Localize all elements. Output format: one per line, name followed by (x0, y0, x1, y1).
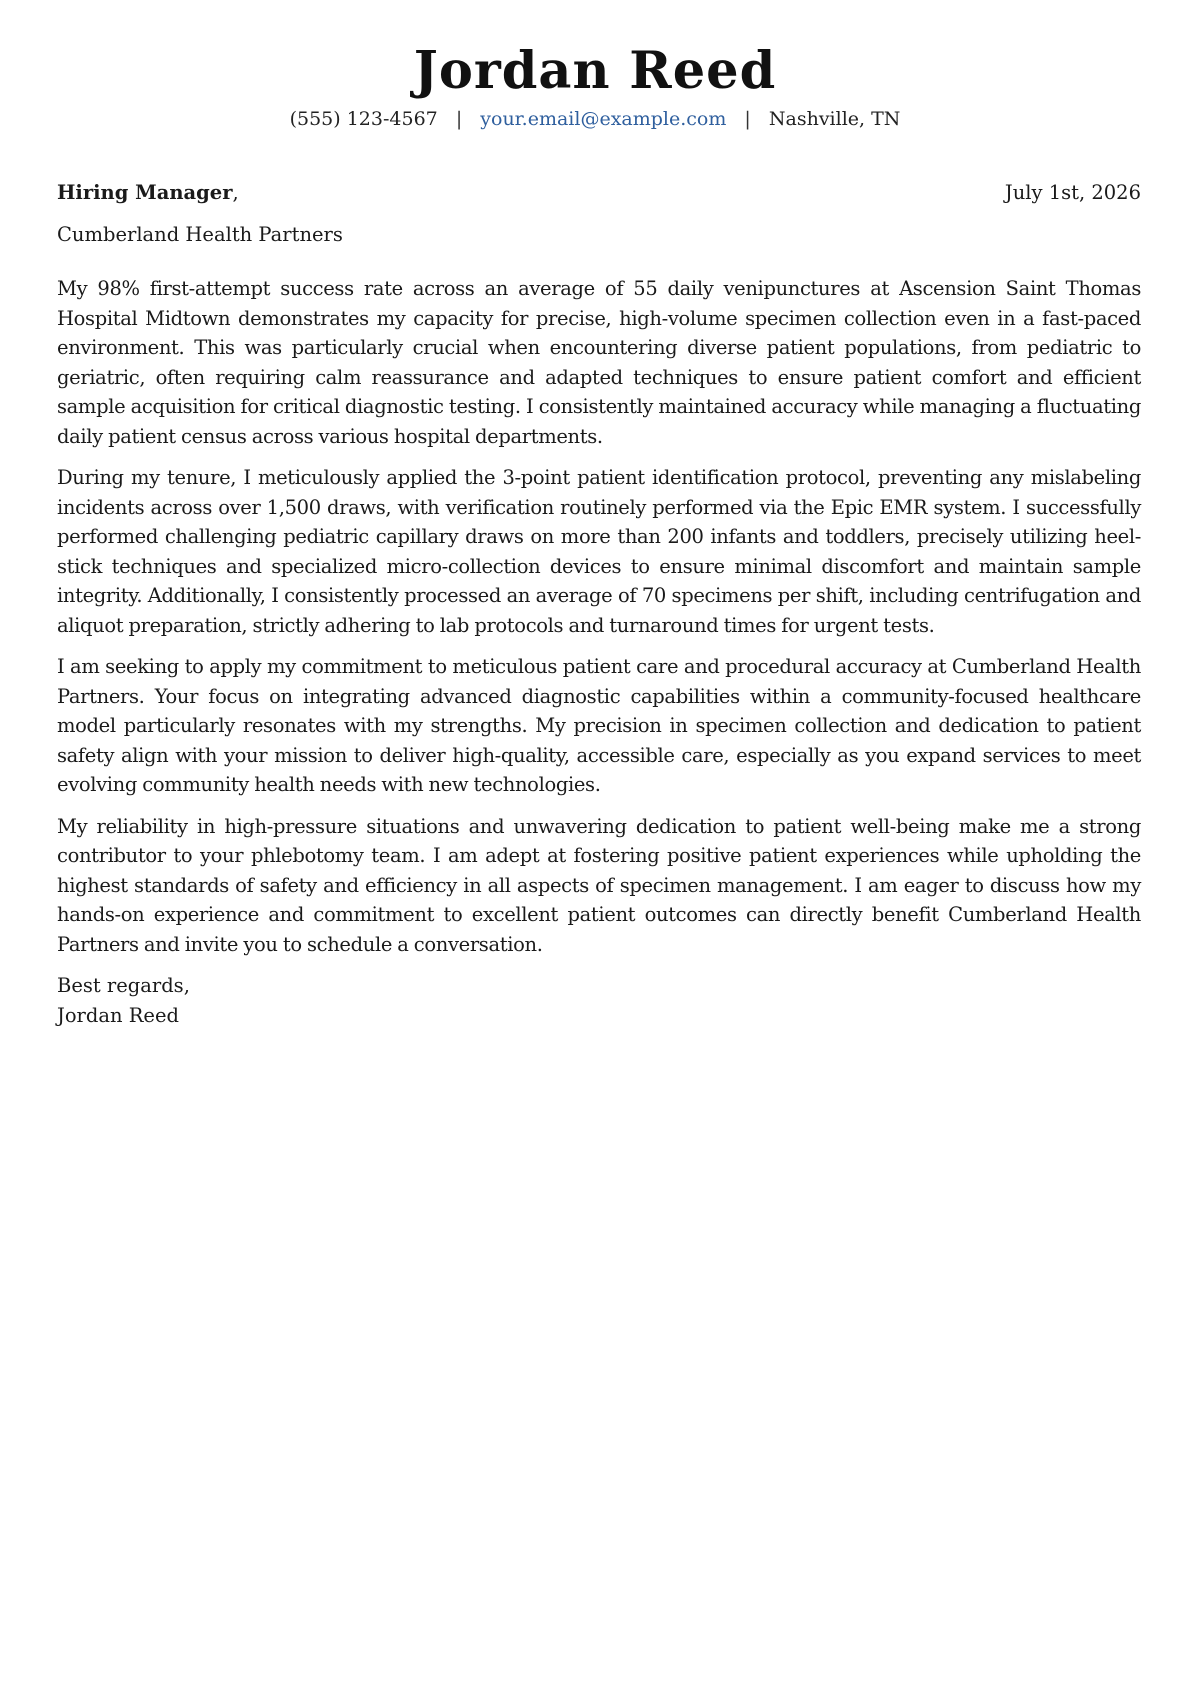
applicant-name: Jordan Reed (413, 41, 777, 101)
phone-number: (555) 123-4567 (289, 108, 438, 130)
paragraph: My reliability in high-pressure situations and unwavering dedication to patient well-being make me a strong contributor to your phlebotomy team. I am adept at fostering positive patient experiences while upholding the highest standards of safety and efficiency in all aspects of specimen management. I am eager to discuss how my hands-on experience and commitment to excellent patient outcomes can directly benefit Cumberland Health Partners and invite you to schedule a conversation. (57, 814, 1141, 956)
location: Nashville, TN (768, 108, 901, 130)
paragraph: I am seeking to apply my commitment to meticulous patient care and procedural accuracy at Cumberland Health Partners. Your focus on integrating advanced diagnostic capabilities within a community-focused healthcare model particularly resonates with my strengths. My precision in specimen collection and dedication to patient safety align with your mission to deliver high-quality, accessible care, especially as you expand services to meet evolving community health needs with new technologies. (57, 655, 1141, 796)
letter-date: July 1st, 2026 (1004, 181, 1141, 204)
paragraph: During my tenure, I meticulously applied the 3-point patient identification protocol, preventing any mislabeling incidents across over 1,500 draws, with verification routinely performed via the Epic EMR system. I successfully performed challenging pediatric capillary draws on more than 200 infants and toddlers, precisely utilizing heel-stick techniques and specialized micro-collection devices to ensure minimal discomfort and maintain sample integrity. Additionally, I consistently processed an average of 70 specimens per shift, including centrifugation and aliquot preparation, strictly adhering to lab protocols and turnaround times for urgent tests. (57, 466, 1141, 637)
recipient-comma: , (232, 181, 239, 204)
letter-header (0, 38, 1190, 132)
letter-paragraphs (57, 274, 1141, 959)
recipient-title: Hiring Manager (57, 181, 233, 204)
paragraph: My 98% first-attempt success rate across an average of 55 daily venipunctures at Ascension Saint Thomas Hospital Midtown demonstrates my capacity for precise, high-volume specimen collection even in a fast-paced environment. This was particularly crucial when encountering diverse patient populations, from pediatric to geriatric, often requiring calm reassurance and adapted techniques to ensure patient comfort and efficient sample acquisition for critical diagnostic testing. I consistently maintained accuracy while managing a fluctuating daily patient census across various hospital departments. (57, 277, 1141, 448)
email-link[interactable]: your.email@example.com (480, 108, 727, 130)
recipient-date-row (57, 178, 1141, 208)
letter-closing (57, 971, 1141, 1030)
contact-separator: | (744, 108, 751, 130)
contact-separator: | (455, 108, 463, 130)
letter-body (57, 178, 1141, 1030)
recipient-name (57, 178, 239, 208)
closing-signature: Jordan Reed (57, 1003, 179, 1027)
contact-line (0, 106, 1190, 132)
closing-salutation: Best regards, (57, 974, 190, 997)
recipient-company: Cumberland Health Partners (57, 222, 343, 246)
